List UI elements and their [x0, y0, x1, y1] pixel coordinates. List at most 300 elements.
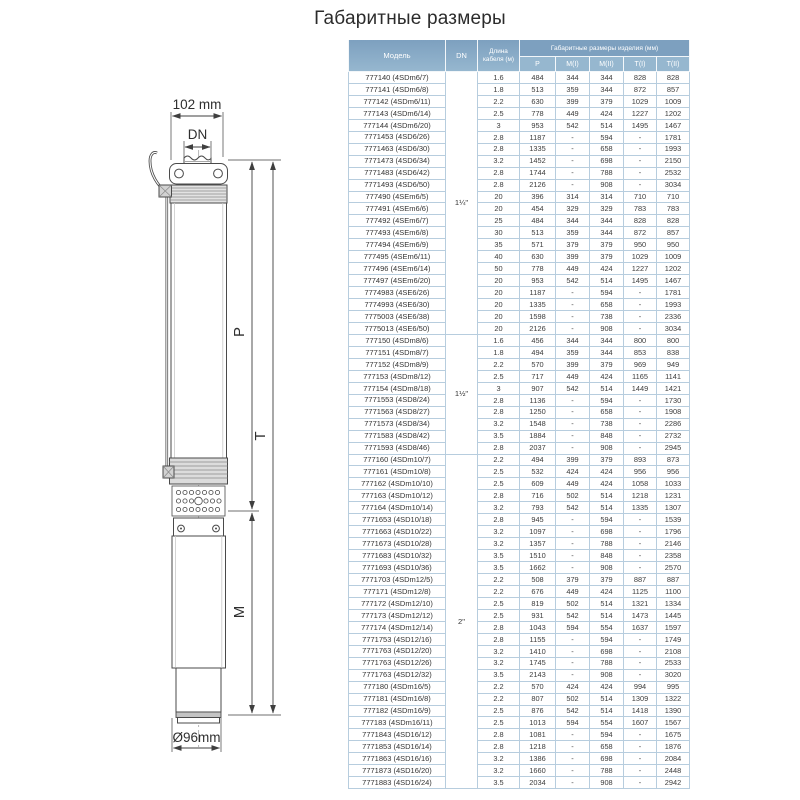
value-cell: 2.8: [478, 144, 520, 156]
model-cell: 777154 (4SDm8/18): [348, 383, 446, 395]
value-cell: -: [556, 526, 590, 538]
value-cell: 2.5: [478, 717, 520, 729]
model-cell: 7771563 (4SD8/27): [348, 407, 446, 419]
value-cell: 908: [590, 562, 624, 574]
value-cell: 1202: [657, 263, 690, 275]
value-cell: 1993: [657, 144, 690, 156]
value-cell: 710: [624, 192, 657, 204]
value-cell: 2.2: [478, 455, 520, 467]
table-row: [348, 682, 690, 694]
value-cell: 1321: [624, 598, 657, 610]
value-cell: 1607: [624, 717, 657, 729]
value-cell: 35: [478, 239, 520, 251]
value-cell: -: [624, 407, 657, 419]
value-cell: 502: [556, 490, 590, 502]
value-cell: 994: [624, 682, 657, 694]
value-cell: 1029: [624, 96, 657, 108]
value-cell: -: [624, 741, 657, 753]
table-row: [348, 706, 690, 718]
value-cell: 594: [590, 132, 624, 144]
value-cell: 1227: [624, 263, 657, 275]
model-cell: 777491 (4SEm6/6): [348, 203, 446, 215]
model-cell: 777494 (4SEm6/9): [348, 239, 446, 251]
value-cell: 676: [520, 586, 556, 598]
table-row: [348, 299, 690, 311]
value-cell: 594: [590, 287, 624, 299]
value-cell: 3.2: [478, 156, 520, 168]
value-cell: 2.8: [478, 490, 520, 502]
value-cell: -: [624, 443, 657, 455]
value-cell: 931: [520, 610, 556, 622]
value-cell: 449: [556, 263, 590, 275]
value-cell: 2037: [520, 443, 556, 455]
value-cell: 1009: [657, 96, 690, 108]
power-cable: [150, 152, 167, 467]
value-cell: 399: [556, 96, 590, 108]
table-row: [348, 514, 690, 526]
model-cell: 7771683 (4SD10/32): [348, 550, 446, 562]
table-row: [348, 538, 690, 550]
value-cell: -: [556, 156, 590, 168]
value-cell: 876: [520, 706, 556, 718]
value-cell: -: [624, 753, 657, 765]
value-cell: 872: [624, 227, 657, 239]
value-cell: 716: [520, 490, 556, 502]
value-cell: 1495: [624, 120, 657, 132]
motor-body: [172, 536, 226, 723]
value-cell: 1335: [624, 502, 657, 514]
value-cell: 2732: [657, 431, 690, 443]
value-cell: 2108: [657, 646, 690, 658]
table-row: [348, 490, 690, 502]
value-cell: 594: [590, 514, 624, 526]
value-cell: 887: [624, 574, 657, 586]
model-cell: 777160 (4SDm10/7): [348, 455, 446, 467]
value-cell: 359: [556, 227, 590, 239]
value-cell: 3.2: [478, 753, 520, 765]
value-cell: 484: [520, 72, 556, 84]
table-row: [348, 729, 690, 741]
value-cell: 3.2: [478, 502, 520, 514]
value-cell: 2.2: [478, 359, 520, 371]
value-cell: 783: [624, 203, 657, 215]
model-cell: 7771663 (4SD10/22): [348, 526, 446, 538]
value-cell: -: [556, 299, 590, 311]
table-body: [348, 72, 690, 789]
value-cell: 508: [520, 574, 556, 586]
value-cell: -: [624, 287, 657, 299]
value-cell: 848: [590, 550, 624, 562]
model-cell: 777173 (4SDm12/12): [348, 610, 446, 622]
value-cell: 513: [520, 227, 556, 239]
model-cell: 7771583 (4SD8/42): [348, 431, 446, 443]
value-cell: 594: [590, 395, 624, 407]
value-cell: 424: [556, 682, 590, 694]
value-cell: 1421: [657, 383, 690, 395]
table-row: [348, 168, 690, 180]
value-cell: 1218: [624, 490, 657, 502]
table-row: [348, 694, 690, 706]
table-row: [348, 562, 690, 574]
table-row: [348, 395, 690, 407]
table-row: [348, 311, 690, 323]
value-cell: -: [624, 646, 657, 658]
value-cell: 800: [624, 335, 657, 347]
value-cell: 1473: [624, 610, 657, 622]
value-cell: 800: [657, 335, 690, 347]
value-cell: -: [624, 670, 657, 682]
value-cell: 399: [556, 359, 590, 371]
value-cell: -: [556, 323, 590, 335]
model-cell: 7771763 (4SD12/26): [348, 658, 446, 670]
model-cell: 777490 (4SEm6/5): [348, 192, 446, 204]
model-cell: 7771763 (4SD12/20): [348, 646, 446, 658]
value-cell: 1202: [657, 108, 690, 120]
value-cell: 698: [590, 753, 624, 765]
value-cell: 1567: [657, 717, 690, 729]
m-dimension-label: M: [231, 605, 248, 619]
value-cell: -: [624, 526, 657, 538]
col-header-model: Модель: [348, 40, 446, 72]
table-row: [348, 156, 690, 168]
value-cell: 2.2: [478, 694, 520, 706]
value-cell: 1390: [657, 706, 690, 718]
model-cell: 7771763 (4SD12/32): [348, 670, 446, 682]
model-cell: 777171 (4SDm12/8): [348, 586, 446, 598]
value-cell: -: [556, 419, 590, 431]
value-cell: 424: [590, 371, 624, 383]
value-cell: 2.8: [478, 634, 520, 646]
value-cell: 1495: [624, 275, 657, 287]
value-cell: -: [556, 550, 590, 562]
value-cell: 828: [657, 215, 690, 227]
value-cell: 828: [624, 215, 657, 227]
value-cell: 908: [590, 323, 624, 335]
value-cell: 908: [590, 180, 624, 192]
value-cell: 2.8: [478, 407, 520, 419]
value-cell: -: [556, 741, 590, 753]
model-cell: 7771463 (4SD6/30): [348, 144, 446, 156]
value-cell: 1155: [520, 634, 556, 646]
value-cell: 2034: [520, 777, 556, 789]
value-cell: 2.8: [478, 729, 520, 741]
value-cell: 379: [556, 574, 590, 586]
value-cell: 20: [478, 323, 520, 335]
value-cell: 379: [556, 239, 590, 251]
table-row: [348, 227, 690, 239]
model-cell: 777180 (4SDm16/5): [348, 682, 446, 694]
value-cell: -: [624, 765, 657, 777]
value-cell: -: [624, 729, 657, 741]
value-cell: 2570: [657, 562, 690, 574]
dimensions-table: [348, 40, 690, 789]
col-header-dimensions-group: Габаритные размеры изделия (мм): [520, 40, 690, 57]
value-cell: 1335: [520, 299, 556, 311]
value-cell: 2942: [657, 777, 690, 789]
value-cell: 778: [520, 263, 556, 275]
value-cell: 424: [590, 586, 624, 598]
model-cell: 7771453 (4SD6/26): [348, 132, 446, 144]
table-row: [348, 215, 690, 227]
table-row: [348, 383, 690, 395]
table-row: [348, 753, 690, 765]
value-cell: 396: [520, 192, 556, 204]
value-cell: 514: [590, 706, 624, 718]
value-cell: 819: [520, 598, 556, 610]
table-row: [348, 502, 690, 514]
value-cell: 2358: [657, 550, 690, 562]
value-cell: 1033: [657, 478, 690, 490]
value-cell: -: [556, 132, 590, 144]
value-cell: 2.8: [478, 168, 520, 180]
value-cell: 494: [520, 347, 556, 359]
value-cell: 1013: [520, 717, 556, 729]
value-cell: -: [624, 562, 657, 574]
value-cell: 1250: [520, 407, 556, 419]
value-cell: 1.6: [478, 72, 520, 84]
value-cell: 399: [556, 251, 590, 263]
value-cell: 344: [590, 215, 624, 227]
value-cell: 956: [624, 466, 657, 478]
value-cell: 554: [590, 717, 624, 729]
value-cell: 20: [478, 299, 520, 311]
value-cell: 542: [556, 275, 590, 287]
col-header-m2: M(II): [590, 57, 624, 72]
value-cell: 424: [590, 682, 624, 694]
value-cell: 20: [478, 287, 520, 299]
value-cell: 570: [520, 359, 556, 371]
value-cell: 658: [590, 299, 624, 311]
value-cell: 424: [590, 466, 624, 478]
value-cell: -: [624, 323, 657, 335]
value-cell: 344: [590, 72, 624, 84]
value-cell: 1334: [657, 598, 690, 610]
value-cell: 2.8: [478, 395, 520, 407]
value-cell: 502: [556, 694, 590, 706]
value-cell: -: [624, 156, 657, 168]
value-cell: 424: [590, 478, 624, 490]
value-cell: 1231: [657, 490, 690, 502]
model-cell: 777144 (4SDm6/20): [348, 120, 446, 132]
value-cell: 554: [590, 622, 624, 634]
value-cell: 788: [590, 658, 624, 670]
value-cell: 1187: [520, 287, 556, 299]
value-cell: 3.2: [478, 526, 520, 538]
value-cell: 2.8: [478, 180, 520, 192]
table-row: [348, 108, 690, 120]
table-header: [348, 40, 690, 72]
value-cell: 2.8: [478, 622, 520, 634]
col-header-t2: T(II): [657, 57, 690, 72]
value-cell: 2.2: [478, 586, 520, 598]
value-cell: 3.2: [478, 646, 520, 658]
value-cell: 857: [657, 84, 690, 96]
value-cell: 945: [520, 514, 556, 526]
value-cell: 2.5: [478, 706, 520, 718]
value-cell: 1309: [624, 694, 657, 706]
value-cell: -: [624, 395, 657, 407]
t-dimension-label: T: [252, 431, 269, 441]
value-cell: 2.5: [478, 466, 520, 478]
model-cell: 777164 (4SDm10/14): [348, 502, 446, 514]
value-cell: -: [624, 550, 657, 562]
table-row: [348, 347, 690, 359]
value-cell: 1539: [657, 514, 690, 526]
table-row: [348, 120, 690, 132]
value-cell: 1187: [520, 132, 556, 144]
intake-screen: [172, 486, 225, 516]
value-cell: 456: [520, 335, 556, 347]
value-cell: 658: [590, 407, 624, 419]
value-cell: 788: [590, 538, 624, 550]
value-cell: 484: [520, 215, 556, 227]
value-cell: -: [556, 538, 590, 550]
value-cell: 542: [556, 706, 590, 718]
value-cell: 1335: [520, 144, 556, 156]
model-cell: 777153 (4SDm8/12): [348, 371, 446, 383]
value-cell: -: [624, 777, 657, 789]
value-cell: 2143: [520, 670, 556, 682]
table-row: [348, 144, 690, 156]
value-cell: 1730: [657, 395, 690, 407]
table-row: [348, 777, 690, 789]
value-cell: 454: [520, 203, 556, 215]
dn-cell: 1½": [446, 335, 478, 455]
value-cell: 514: [590, 502, 624, 514]
value-cell: 1125: [624, 586, 657, 598]
value-cell: 20: [478, 311, 520, 323]
value-cell: 1418: [624, 706, 657, 718]
value-cell: 738: [590, 419, 624, 431]
value-cell: -: [624, 132, 657, 144]
value-cell: 630: [520, 96, 556, 108]
value-cell: -: [556, 168, 590, 180]
value-cell: 1097: [520, 526, 556, 538]
col-header-dn: DN: [446, 40, 478, 72]
value-cell: 2126: [520, 323, 556, 335]
value-cell: 2.8: [478, 443, 520, 455]
value-cell: 2.2: [478, 682, 520, 694]
value-cell: -: [556, 658, 590, 670]
value-cell: 907: [520, 383, 556, 395]
value-cell: 3: [478, 120, 520, 132]
value-cell: 2150: [657, 156, 690, 168]
model-cell: 7771473 (4SD6/34): [348, 156, 446, 168]
value-cell: 449: [556, 108, 590, 120]
check-valve-band: [159, 185, 227, 203]
value-cell: 1.6: [478, 335, 520, 347]
value-cell: 2.5: [478, 610, 520, 622]
value-cell: 344: [556, 335, 590, 347]
model-cell: 777492 (4SEm6/7): [348, 215, 446, 227]
value-cell: 2084: [657, 753, 690, 765]
value-cell: 2.2: [478, 96, 520, 108]
col-header-m1: M(I): [556, 57, 590, 72]
model-cell: 7775003 (4SE6/38): [348, 311, 446, 323]
value-cell: 1.8: [478, 84, 520, 96]
value-cell: 344: [590, 335, 624, 347]
table-row: [348, 586, 690, 598]
value-cell: 2945: [657, 443, 690, 455]
value-cell: 329: [590, 203, 624, 215]
value-cell: 872: [624, 84, 657, 96]
value-cell: 3.5: [478, 670, 520, 682]
value-cell: 1876: [657, 741, 690, 753]
value-cell: 514: [590, 275, 624, 287]
model-cell: 7771673 (4SD10/28): [348, 538, 446, 550]
table-row: [348, 670, 690, 682]
value-cell: -: [556, 670, 590, 682]
value-cell: 379: [590, 239, 624, 251]
value-cell: -: [556, 431, 590, 443]
value-cell: -: [556, 443, 590, 455]
value-cell: 1445: [657, 610, 690, 622]
value-cell: 379: [590, 455, 624, 467]
value-cell: 1510: [520, 550, 556, 562]
value-cell: -: [624, 419, 657, 431]
table-row: [348, 431, 690, 443]
model-cell: 7774993 (4SE6/30): [348, 299, 446, 311]
width-dimension-label: 102 mm: [172, 97, 222, 112]
model-cell: 777142 (4SDm6/11): [348, 96, 446, 108]
dn-dimension-label: DN: [187, 127, 208, 142]
table-row: [348, 622, 690, 634]
value-cell: 594: [556, 717, 590, 729]
value-cell: 359: [556, 347, 590, 359]
value-cell: 887: [657, 574, 690, 586]
model-cell: 7771703 (4SDm12/5): [348, 574, 446, 586]
value-cell: 658: [590, 144, 624, 156]
value-cell: 2.8: [478, 741, 520, 753]
model-cell: 7771573 (4SD8/34): [348, 419, 446, 431]
table-row: [348, 239, 690, 251]
table-row: [348, 192, 690, 204]
value-cell: -: [624, 538, 657, 550]
table-row: [348, 407, 690, 419]
value-cell: 949: [657, 359, 690, 371]
value-cell: 344: [590, 227, 624, 239]
value-cell: 1796: [657, 526, 690, 538]
value-cell: 514: [590, 694, 624, 706]
col-header-t1: T(I): [624, 57, 657, 72]
value-cell: 3.5: [478, 777, 520, 789]
value-cell: 950: [624, 239, 657, 251]
value-cell: 2.5: [478, 598, 520, 610]
table-row: [348, 634, 690, 646]
table-row: [348, 359, 690, 371]
value-cell: 848: [590, 431, 624, 443]
value-cell: 1452: [520, 156, 556, 168]
model-cell: 777172 (4SDm12/10): [348, 598, 446, 610]
value-cell: 1660: [520, 765, 556, 777]
value-cell: 1218: [520, 741, 556, 753]
model-cell: 777163 (4SDm10/12): [348, 490, 446, 502]
table-row: [348, 526, 690, 538]
value-cell: 1227: [624, 108, 657, 120]
value-cell: 2.5: [478, 371, 520, 383]
col-header-cable-length: Длина кабеля (м): [478, 40, 520, 72]
value-cell: 1749: [657, 634, 690, 646]
model-cell: 777150 (4SDm8/6): [348, 335, 446, 347]
value-cell: 950: [657, 239, 690, 251]
value-cell: 908: [590, 443, 624, 455]
table-row: [348, 323, 690, 335]
value-cell: 3.5: [478, 562, 520, 574]
table-row: [348, 658, 690, 670]
model-cell: 7771853 (4SD16/14): [348, 741, 446, 753]
model-cell: 777495 (4SEm6/11): [348, 251, 446, 263]
value-cell: 30: [478, 227, 520, 239]
